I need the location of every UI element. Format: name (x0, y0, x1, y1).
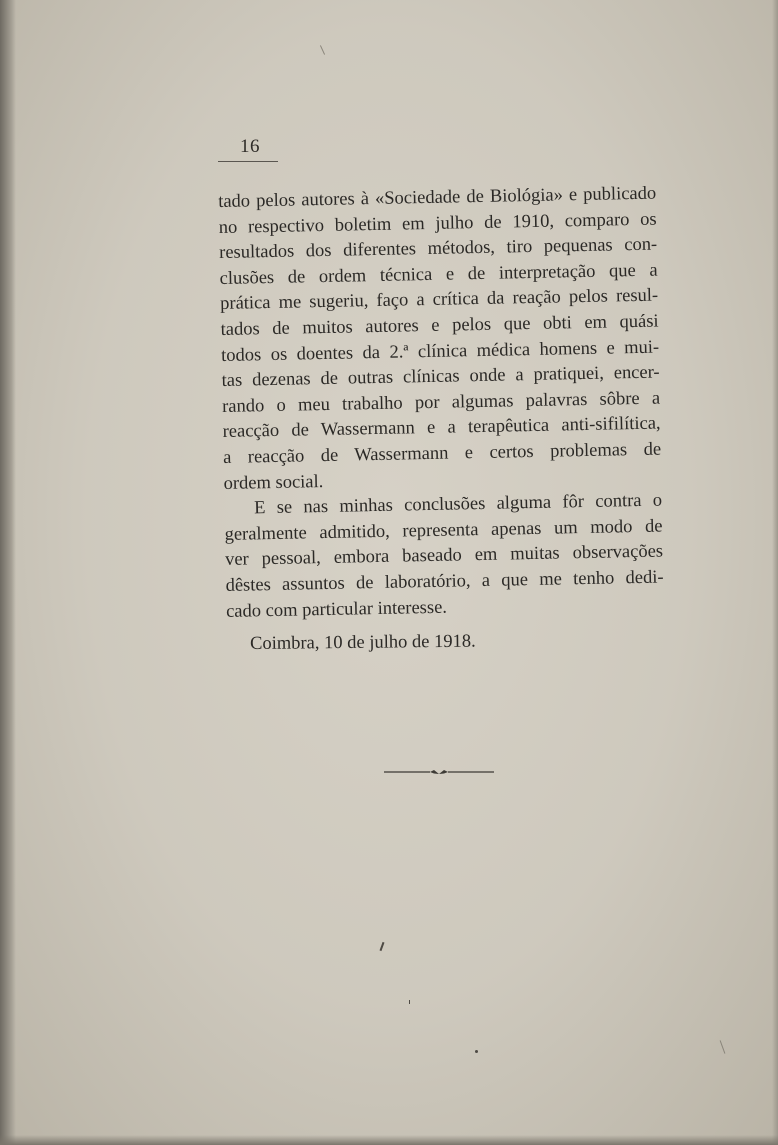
text-line: cado com particular interesse. (225, 597, 448, 622)
ornamental-rule-icon (384, 765, 494, 779)
paragraph-2 (224, 489, 664, 625)
page-bottom-edge (0, 1135, 778, 1145)
paragraph-1 (218, 182, 662, 497)
text-line: E se nas minhas conclusões alguma fôr contra o (253, 490, 663, 519)
text-line: geralmente admitido, representa apenas um modo de (224, 516, 663, 545)
paper-speck (320, 45, 325, 54)
text-line: ordem social. (223, 471, 324, 494)
paper-speck (720, 1040, 726, 1053)
text-line: clusões de ordem técnica e de interpretação que a (219, 260, 658, 289)
place-date-signoff: Coimbra, 10 de julho de 1918. (250, 631, 476, 654)
page-binding-shadow (0, 0, 16, 1145)
body-text (218, 182, 664, 625)
text-line: prática me sugeriu, faço a crítica da reação pelos resul- (220, 285, 659, 315)
paper-speck (380, 942, 385, 951)
text-line: dêstes assuntos de laboratório, a que me tenho dedi- (225, 567, 664, 596)
text-line: rando o meu trabalho por algumas palavras sôbre a (221, 388, 661, 417)
text-line: resultados dos diferentes métodos, tiro pequenas con- (219, 234, 658, 264)
text-line: tados de muitos autores e pelos que obti em quási (220, 311, 659, 340)
text-line: ver pessoal, embora baseado em muitas observações (224, 541, 664, 571)
paper-speck (475, 1050, 478, 1053)
paper-speck (409, 1000, 410, 1004)
text-line: a reacção de Wassermann e certos problemas de (222, 439, 662, 468)
page-number: 16 (240, 136, 260, 157)
text-line: todos os doentes da 2.ª clínica médica homens e mui- (220, 337, 660, 366)
page-right-edge (772, 0, 778, 1145)
text-line: reacção de Wassermann e a terapêutica anti-sifilítica, (222, 413, 661, 443)
text-line: no respectivo boletim em julho de 1910, comparo os (218, 209, 657, 238)
text-line: tas dezenas de outras clínicas onde a pratiquei, encer- (221, 362, 660, 392)
page-number-rule (218, 161, 278, 162)
text-line: tado pelos autores à «Sociedade de Biológia» e publicado (218, 183, 657, 212)
